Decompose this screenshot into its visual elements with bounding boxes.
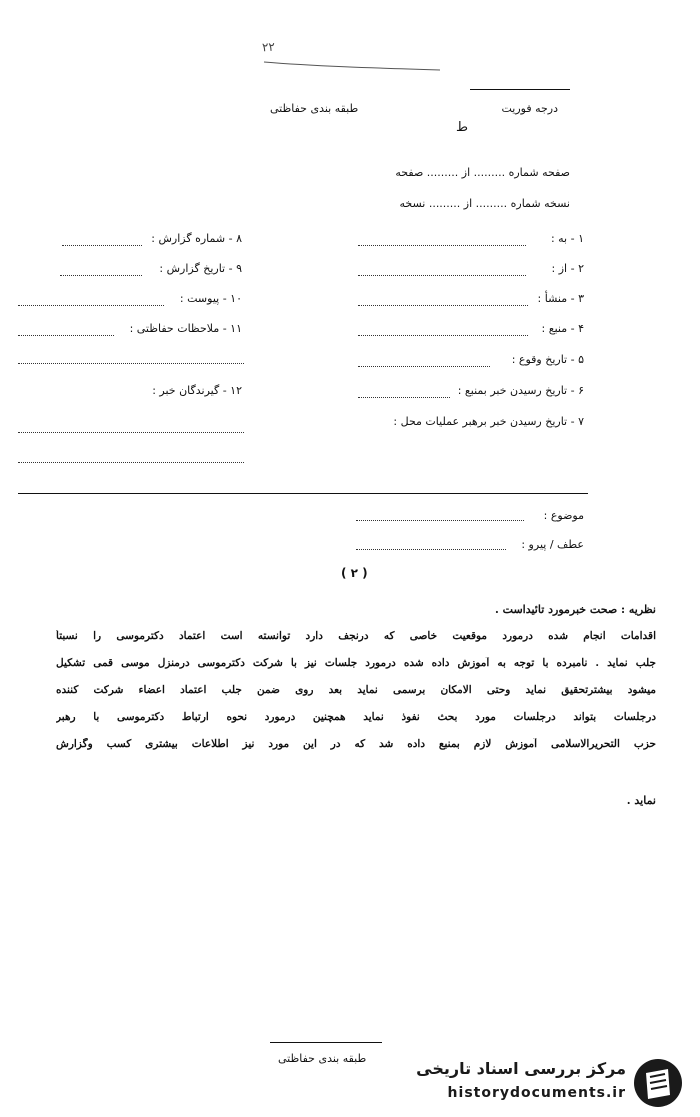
- field-security-notes-line-2: [18, 363, 244, 364]
- subject-line: [356, 520, 524, 521]
- field-source: ۴ - منبع :: [541, 322, 584, 335]
- watermark-org-name: مرکز بررسی اسناد تاریخی: [416, 1059, 626, 1078]
- field-security-notes: ۱۱ - ملاحظات حفاظتی :: [129, 322, 242, 335]
- field-report-number-line: [62, 245, 142, 246]
- copy-number-line: نسخه شماره ......... از ......... نسخه: [399, 197, 570, 210]
- field-from-line: [358, 275, 526, 276]
- archive-logo-icon: [632, 1057, 684, 1109]
- field-origin-line: [358, 305, 528, 306]
- reference-line: [356, 549, 506, 550]
- field-attachment: ۱۰ - پیوست :: [179, 292, 242, 305]
- field-recipients-line-2: [18, 462, 244, 463]
- body-line-2: اقدامات انجام شده درمورد موقعیت خاصی که درنجف دارد توانسته است اعتماد دکترموسی را نسبتاً: [56, 630, 656, 642]
- body-line-4: میشود بیشترتحقیق نماید وحتی الامکان برسمی نماید بعد روی ضمن جلب اعتماد اعضاء شرکت کننده: [56, 684, 656, 696]
- body-line-6: حزب التحریرالاسلامی آموزش لازم بمنبع داده شد که در این مورد نیز اطلاعات بیشتری کسب وگزارش: [56, 738, 656, 750]
- footer-rule: [270, 1042, 382, 1043]
- field-origin: ۳ - منشأ :: [537, 292, 584, 305]
- field-attachment-line: [18, 305, 164, 306]
- field-event-date: ۵ - تاریخ وقوع :: [511, 353, 584, 366]
- field-to-line: [358, 245, 526, 246]
- archive-stamp: ٢٢: [261, 39, 276, 55]
- page-number: ( ۲ ): [341, 566, 368, 580]
- field-source-receipt-date: ۶ - تاریخ رسیدن خبر بمنبع :: [457, 384, 584, 397]
- field-report-date-line: [60, 275, 142, 276]
- classification-label: طبقه بندی حفاظتی: [270, 102, 359, 115]
- archive-watermark: [388, 1057, 688, 1109]
- field-recipients: ۱۲ - گیرندگان خبر :: [152, 384, 242, 397]
- footer-classification: طبقه بندی حفاظتی: [278, 1052, 367, 1065]
- urgency-rule: [470, 89, 570, 90]
- body-line-7: نماید .: [626, 794, 656, 807]
- field-report-date: ۹ - تاریخ گزارش :: [159, 262, 242, 275]
- stamp-scribble: [262, 58, 442, 72]
- field-recipients-line-1: [18, 432, 244, 433]
- field-source-line: [358, 335, 528, 336]
- field-report-number: ۸ - شماره گزارش :: [151, 232, 242, 245]
- subject-label: موضوع :: [543, 509, 584, 522]
- field-from: ۲ - از :: [551, 262, 584, 275]
- field-security-notes-line: [18, 335, 114, 336]
- field-leader-receipt-date: ۷ - تاریخ رسیدن خبر برهبر عملیات محل :: [393, 415, 584, 428]
- urgency-label: درجه فوریت: [501, 102, 558, 115]
- field-event-date-line: [358, 366, 490, 367]
- body-line-3: جلب نماید . نامبرده با توجه به آموزش داده شده درمورد جلسات نیز با شرکت دکترموسی درمنزل موسی قمی تشکیل: [56, 657, 656, 669]
- body-line-5: درجلسات بتواند درجلسات مورد بحث نفوذ نماید همچنین درمورد نحوه ارتباط دکترموسی با رهبر: [56, 711, 656, 723]
- field-to: ۱ - به :: [550, 232, 584, 245]
- handwritten-mark: ط: [456, 120, 469, 135]
- section-divider: [18, 493, 588, 494]
- watermark-url: historydocuments.ir: [447, 1085, 626, 1101]
- body-line-1: نظریه : صحت خبرمورد تائیداست .: [494, 603, 656, 616]
- reference-label: عطف / پیرو :: [521, 538, 584, 551]
- field-source-receipt-line: [358, 397, 450, 398]
- page-number-line: صفحه شماره ......... از ......... صفحه: [395, 166, 570, 179]
